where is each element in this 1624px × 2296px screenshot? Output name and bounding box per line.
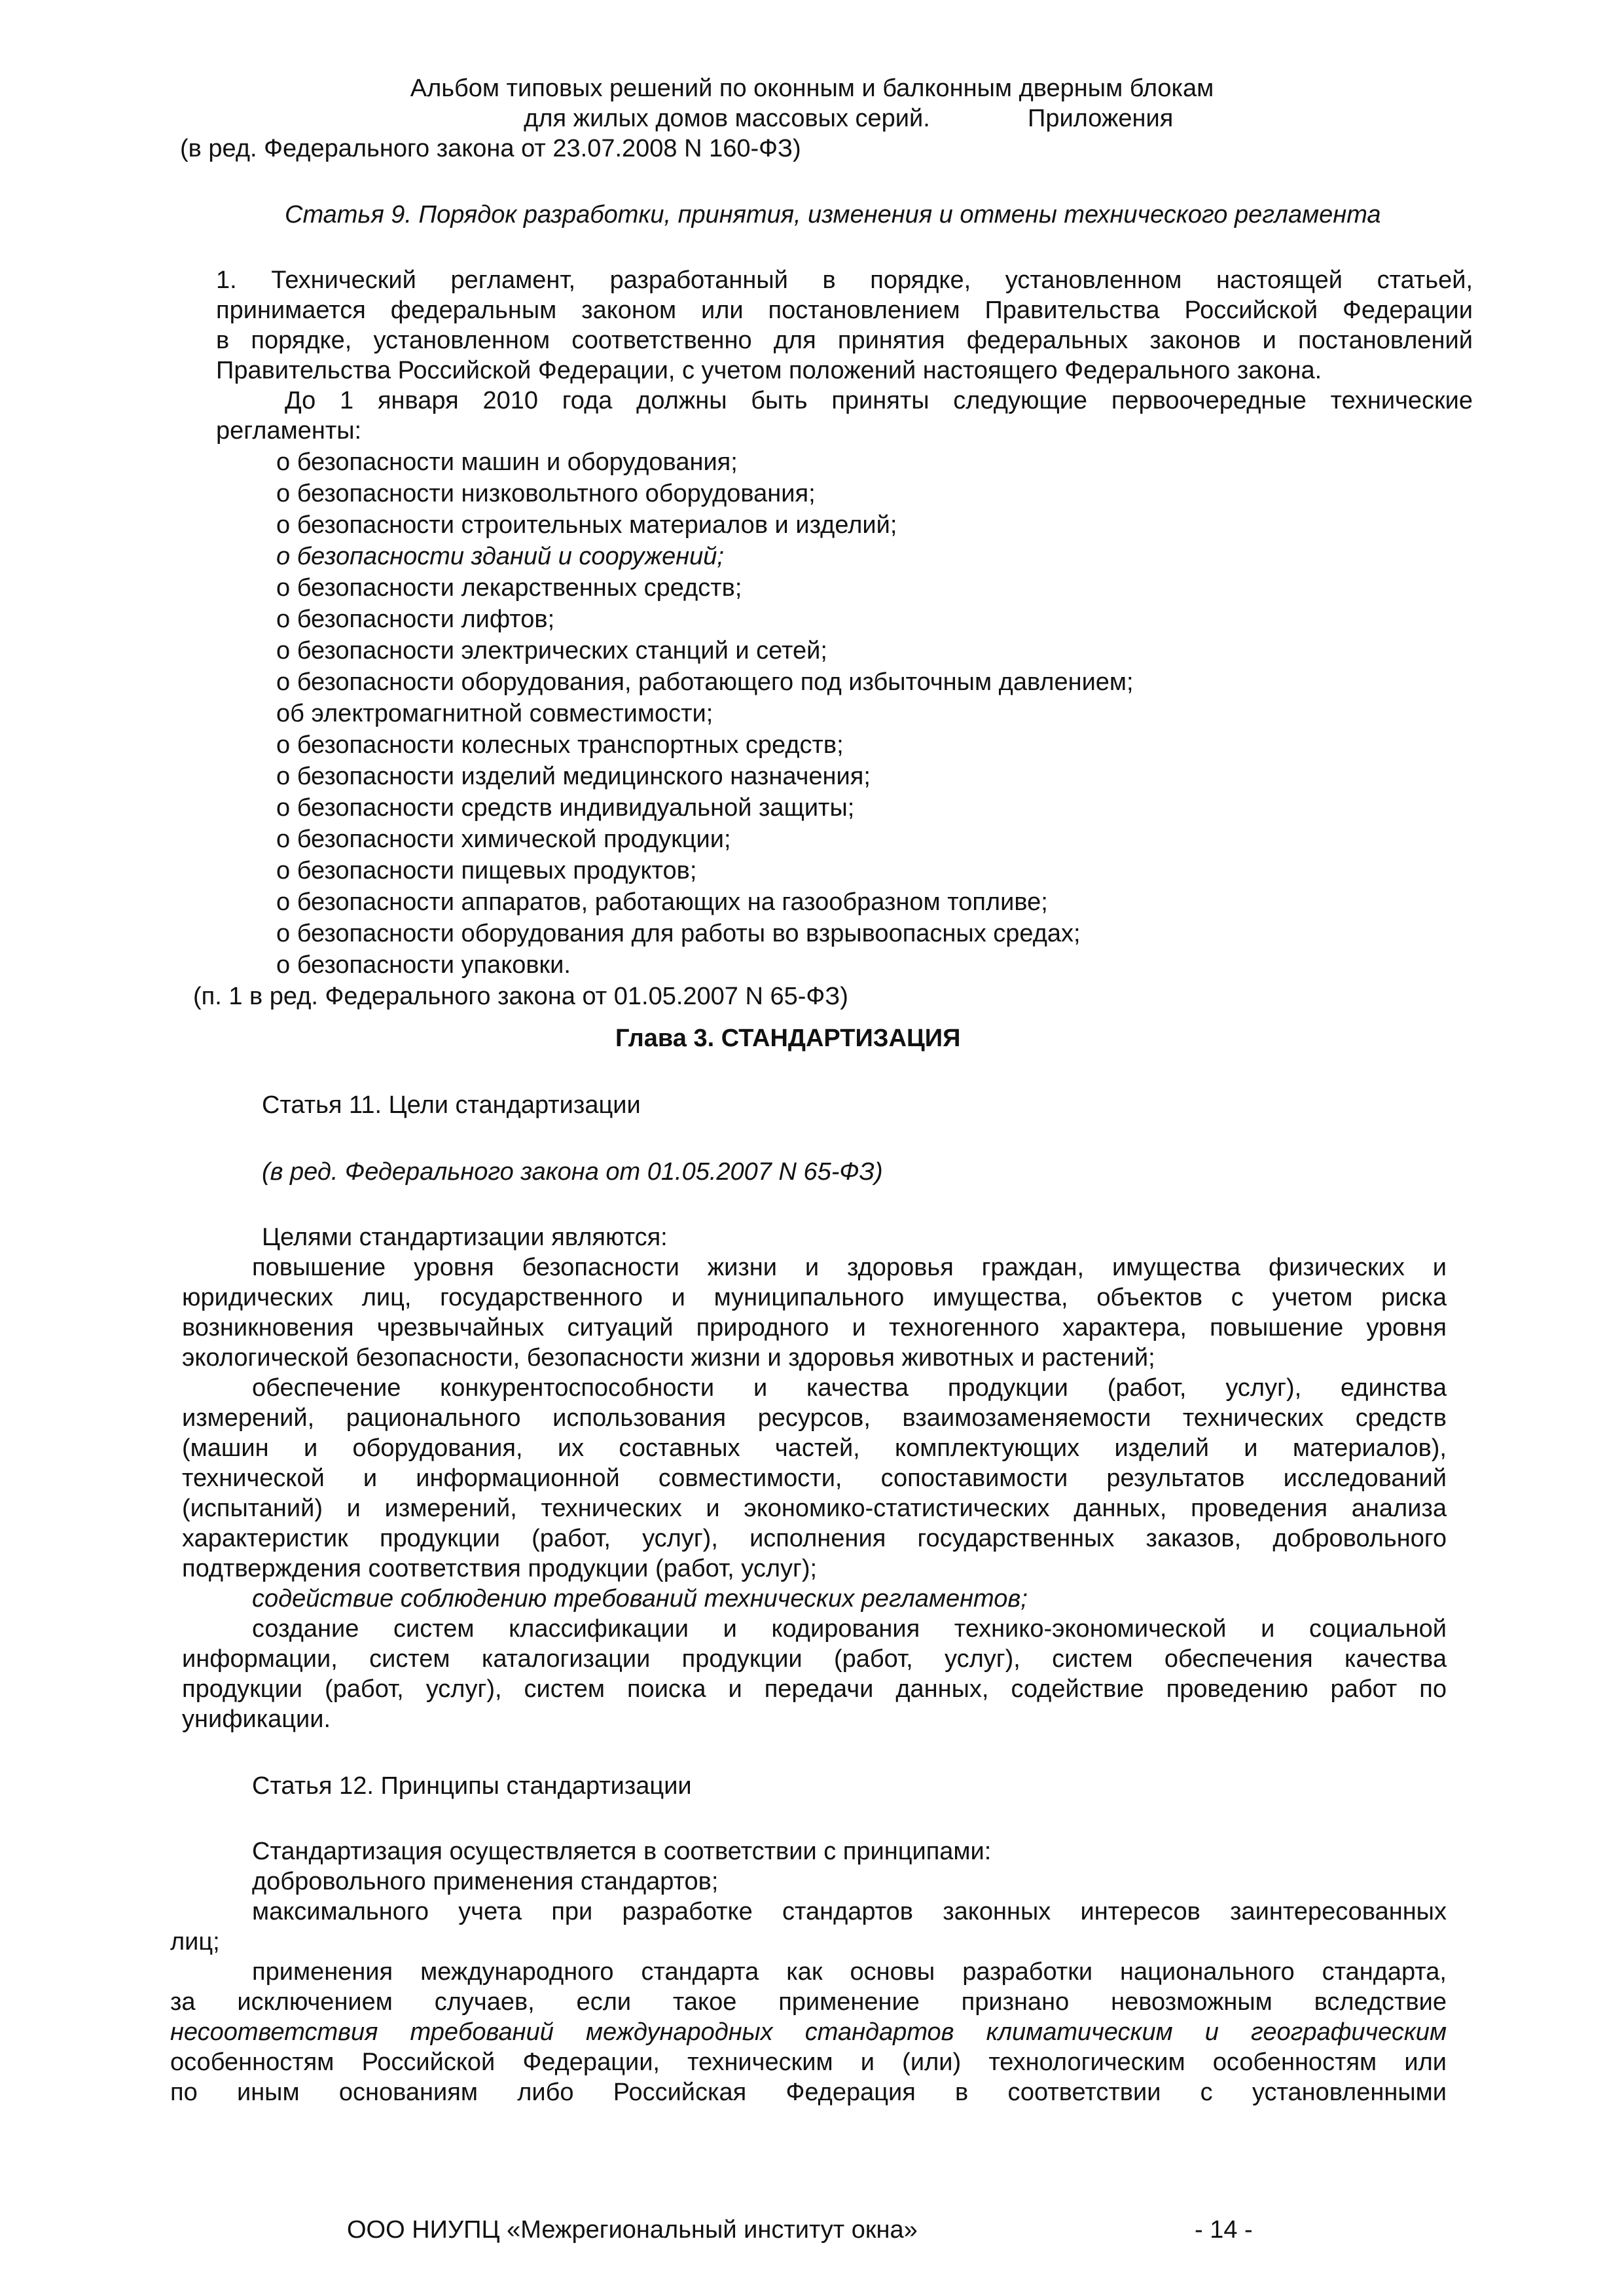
text-line: в порядке, установленном соответственно для принятия федеральных законов и постановлений: [216, 327, 1473, 354]
text-line: за исключением случаев, если такое применение признано невозможным вследствие: [170, 1988, 1447, 2016]
text-line: лиц;: [170, 1928, 220, 1956]
list-item: о безопасности изделий медицинского назначения;: [276, 763, 871, 790]
header-series: для жилых домов массовых серий.: [524, 105, 930, 132]
text-line: (машин и оборудования, их составных частей, комплектующих изделий и материалов),: [182, 1434, 1447, 1462]
text-line: по иным основаниям либо Российская Федерация в соответствии с установленными: [170, 2079, 1447, 2106]
text-line: принимается федеральным законом или постановлением Правительства Российской Федерации: [216, 297, 1473, 324]
list-item: о безопасности зданий и сооружений;: [276, 543, 724, 570]
text-line: максимального учета при разработке стандартов законных интересов заинтересованных: [252, 1898, 1447, 1925]
text-line: технической и информационной совместимости, сопоставимости результатов исследований: [182, 1465, 1447, 1492]
text-line: создание систем классификации и кодирования технико-экономической и социальной: [252, 1615, 1447, 1643]
page-number: - 14 -: [1195, 2216, 1253, 2244]
list-item: о безопасности лифтов;: [276, 606, 555, 633]
text-line: 1. Технический регламент, разработанный в порядке, установленном настоящей статьей,: [216, 266, 1473, 294]
amendment-note: (в ред. Федерального закона от 01.05.2007 N 65-ФЗ): [262, 1158, 883, 1186]
text-line: измерений, рационального использования ресурсов, взаимозаменяемости технических средств: [182, 1404, 1447, 1432]
text-line: регламенты:: [216, 417, 362, 445]
text-line: подтверждения соответствия продукции (работ, услуг);: [182, 1555, 818, 1582]
text-line: Стандартизация осуществляется в соответствии с принципами:: [252, 1838, 992, 1865]
text-line: применения международного стандарта как основы разработки национального стандарта,: [252, 1958, 1447, 1986]
list-item: о безопасности строительных материалов и изделий;: [276, 511, 897, 539]
text-line: унификации.: [182, 1705, 331, 1733]
list-item: о безопасности средств индивидуальной защиты;: [276, 794, 855, 822]
amendment-note: (п. 1 в ред. Федерального закона от 01.05.2007 N 65-ФЗ): [193, 983, 848, 1010]
list-item: о безопасности оборудования для работы во взрывоопасных средах;: [276, 920, 1081, 947]
list-item: о безопасности низковольтного оборудования;: [276, 480, 816, 507]
list-item: о безопасности оборудования, работающего под избыточным давлением;: [276, 668, 1134, 696]
text-line: До 1 января 2010 года должны быть приняты следующие первоочередные технические: [285, 387, 1473, 414]
list-item: о безопасности электрических станций и сетей;: [276, 637, 827, 665]
header-title-line1: Альбом типовых решений по оконным и балконным дверным блокам: [410, 75, 1214, 102]
text-line: повышение уровня безопасности жизни и здоровья граждан, имущества физических и: [252, 1254, 1447, 1281]
footer-organization: ООО НИУПЦ «Межрегиональный институт окна»: [347, 2216, 918, 2244]
text-line: (испытаний) и измерений, технических и экономико-статистических данных, проведения анализа: [182, 1495, 1447, 1522]
text-line: юридических лиц, государственного и муниципального имущества, объектов с учетом риска: [182, 1284, 1447, 1311]
text-line: особенностям Российской Федерации, техническим и (или) технологическим особенностям или: [170, 2049, 1447, 2076]
amendment-note: (в ред. Федерального закона от 23.07.2008 N 160-ФЗ): [180, 135, 801, 162]
text-line: несоответствия требований международных стандартов климатическим и географическим: [170, 2018, 1447, 2046]
list-item: о безопасности химической продукции;: [276, 826, 731, 853]
header-title-line2: [0, 103, 1624, 134]
header-appendix: Приложения: [1028, 105, 1174, 132]
list-item: о безопасности машин и оборудования;: [276, 448, 738, 476]
text-line: обеспечение конкурентоспособности и качества продукции (работ, услуг), единства: [252, 1374, 1447, 1402]
text-line: возникновения чрезвычайных ситуаций природного и техногенного характера, повышение уровня: [182, 1314, 1447, 1341]
chapter-3-title: Глава 3. СТАНДАРТИЗАЦИЯ: [615, 1025, 961, 1052]
list-item: о безопасности колесных транспортных средств;: [276, 731, 844, 759]
list-item: о безопасности пищевых продуктов;: [276, 857, 697, 884]
article-11-title: Статья 11. Цели стандартизации: [262, 1091, 641, 1119]
list-item: о безопасности упаковки.: [276, 951, 571, 979]
text-line: характеристик продукции (работ, услуг), исполнения государственных заказов, добровольного: [182, 1525, 1447, 1552]
page-header: [0, 73, 1624, 134]
text-line: экологической безопасности, безопасности жизни и здоровья животных и растений;: [182, 1344, 1155, 1372]
article-9-title: Статья 9. Порядок разработки, принятия, изменения и отмены технического регламента: [285, 201, 1381, 228]
article-12-title: Статья 12. Принципы стандартизации: [252, 1772, 692, 1800]
text-line: содействие соблюдению требований технических регламентов;: [252, 1585, 1028, 1613]
text-line: Целями стандартизации являются:: [262, 1224, 668, 1251]
text-line: продукции (работ, услуг), систем поиска и передачи данных, содействие проведению работ по: [182, 1675, 1447, 1703]
text-line: Правительства Российской Федерации, с учетом положений настоящего Федерального закона.: [216, 357, 1322, 384]
list-item: о безопасности лекарственных средств;: [276, 574, 742, 602]
text-line: информации, систем каталогизации продукции (работ, услуг), систем обеспечения качества: [182, 1645, 1447, 1673]
list-item: о безопасности аппаратов, работающих на газообразном топливе;: [276, 888, 1048, 916]
list-item: об электромагнитной совместимости;: [276, 700, 713, 727]
text-line: добровольного применения стандартов;: [252, 1868, 719, 1895]
